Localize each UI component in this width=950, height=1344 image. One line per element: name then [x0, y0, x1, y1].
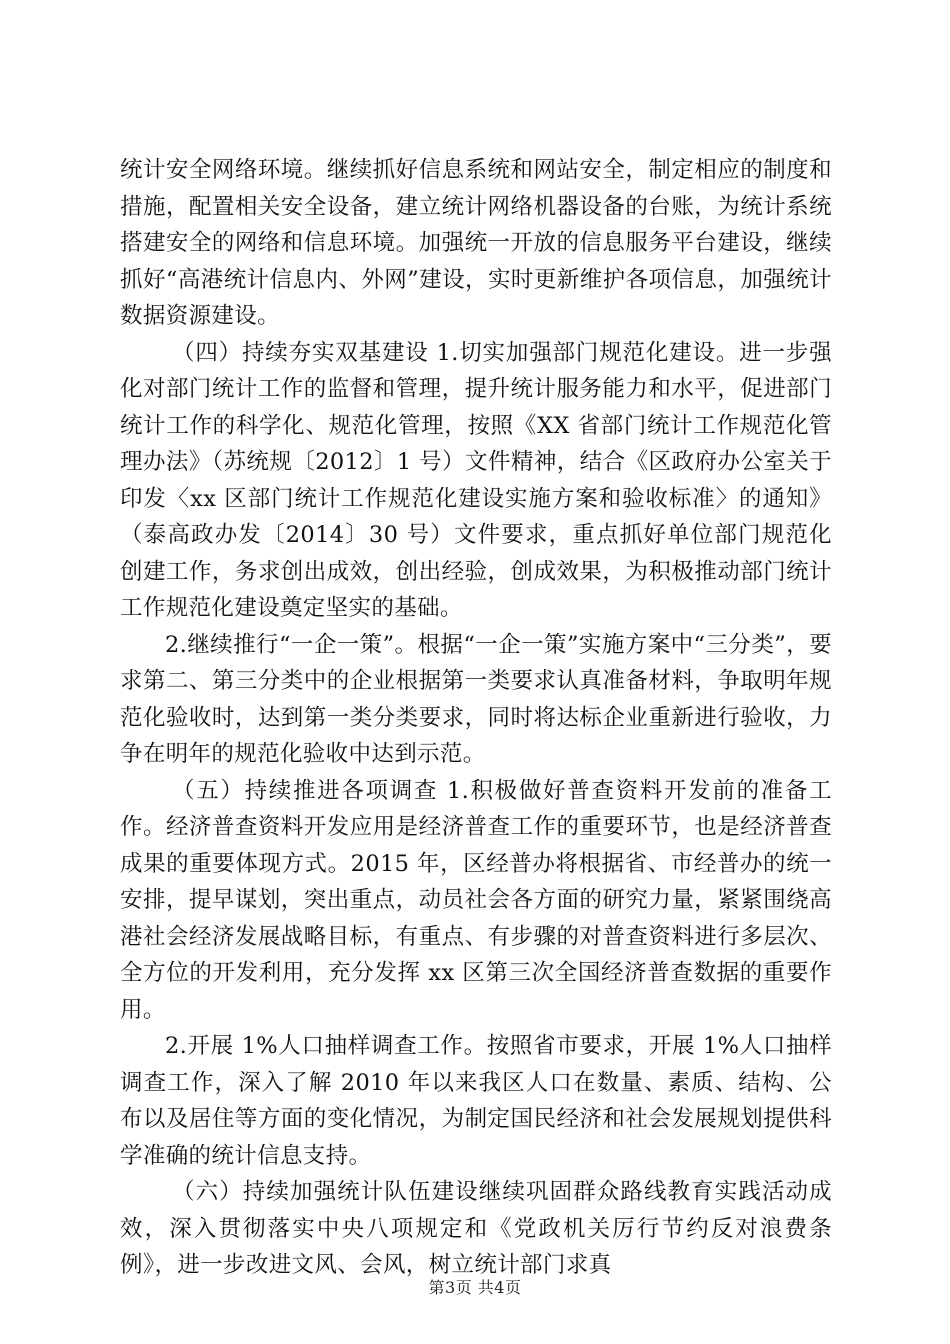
paragraph-network-environment: 统计安全网络环境。继续抓好信息系统和网站安全，制定相应的制度和措施，配置相关安全设备，建立统计网络机器设备的台账，为统计系统搭建安全的网络和信息环境。加强统一开放的信息服务平台建设，继续抓好“高港统计信息内、外网”建设，实时更新维护各项信息，加强统计数据资源建设。: [120, 157, 832, 329]
paragraph-section-five: （五）持续推进各项调查 1.积极做好普查资料开发前的准备工作。经济普查资料开发应用是经济普查工作的重要环节，也是经济普查成果的重要体现方式。2015 年，区经普办将根据省、市经普办的统一安排，提早谋划，突出重点，动员社会各方面的研究力量，紧紧围绕高港社会经济发展战略目标，有重点、有步骤的对普查资料进行多层次、全方位的开发利用，充分发挥 xx 区第三次全国经济普查数据的重要作用。: [120, 777, 832, 1023]
paragraph-section-six: （六）持续加强统计队伍建设继续巩固群众路线教育实践活动成效，深入贯彻落实中央八项规定和《党政机关厉行节约反对浪费条例》，进一步改进文风、会风，树立统计部门求真: [120, 1179, 832, 1278]
page-footer: 第3页 共4页: [428, 1278, 522, 1297]
paragraph-population-sampling: 2.开展 1%人口抽样调查工作。按照省市要求，开展 1%人口抽样调查工作，深入了解 2010 年以来我区人口在数量、素质、结构、公布以及居住等方面的变化情况，为制定国民经济和社会发展规划提供科学准确的统计信息支持。: [120, 1033, 832, 1169]
paragraph-section-four: （四）持续夯实双基建设 1.切实加强部门规范化建设。进一步强化对部门统计工作的监督和管理，提升统计服务能力和水平，促进部门统计工作的科学化、规范化管理，按照《XX 省部门统计工作规范化管理办法》（苏统规〔2012〕1 号）文件精神，结合《区政府办公室关于印发〈xx 区部门统计工作规范化建设实施方案和验收标准〉的通知》（泰高政办发〔2014〕30 号）文件要求，重点抓好单位部门规范化创建工作，务求创出成效，创出经验，创成效果，为积极推动部门统计工作规范化建设奠定坚实的基础。: [120, 339, 832, 621]
paragraph-one-enterprise-one-policy: 2.继续推行“一企一策”。根据“一企一策”实施方案中“三分类”，要求第二、第三分类中的企业根据第一类要求认真准备材料，争取明年规范化验收时，达到第一类分类要求，同时将达标企业重新进行验收，力争在明年的规范化验收中达到示范。: [120, 631, 832, 767]
document-body: [120, 152, 832, 1284]
